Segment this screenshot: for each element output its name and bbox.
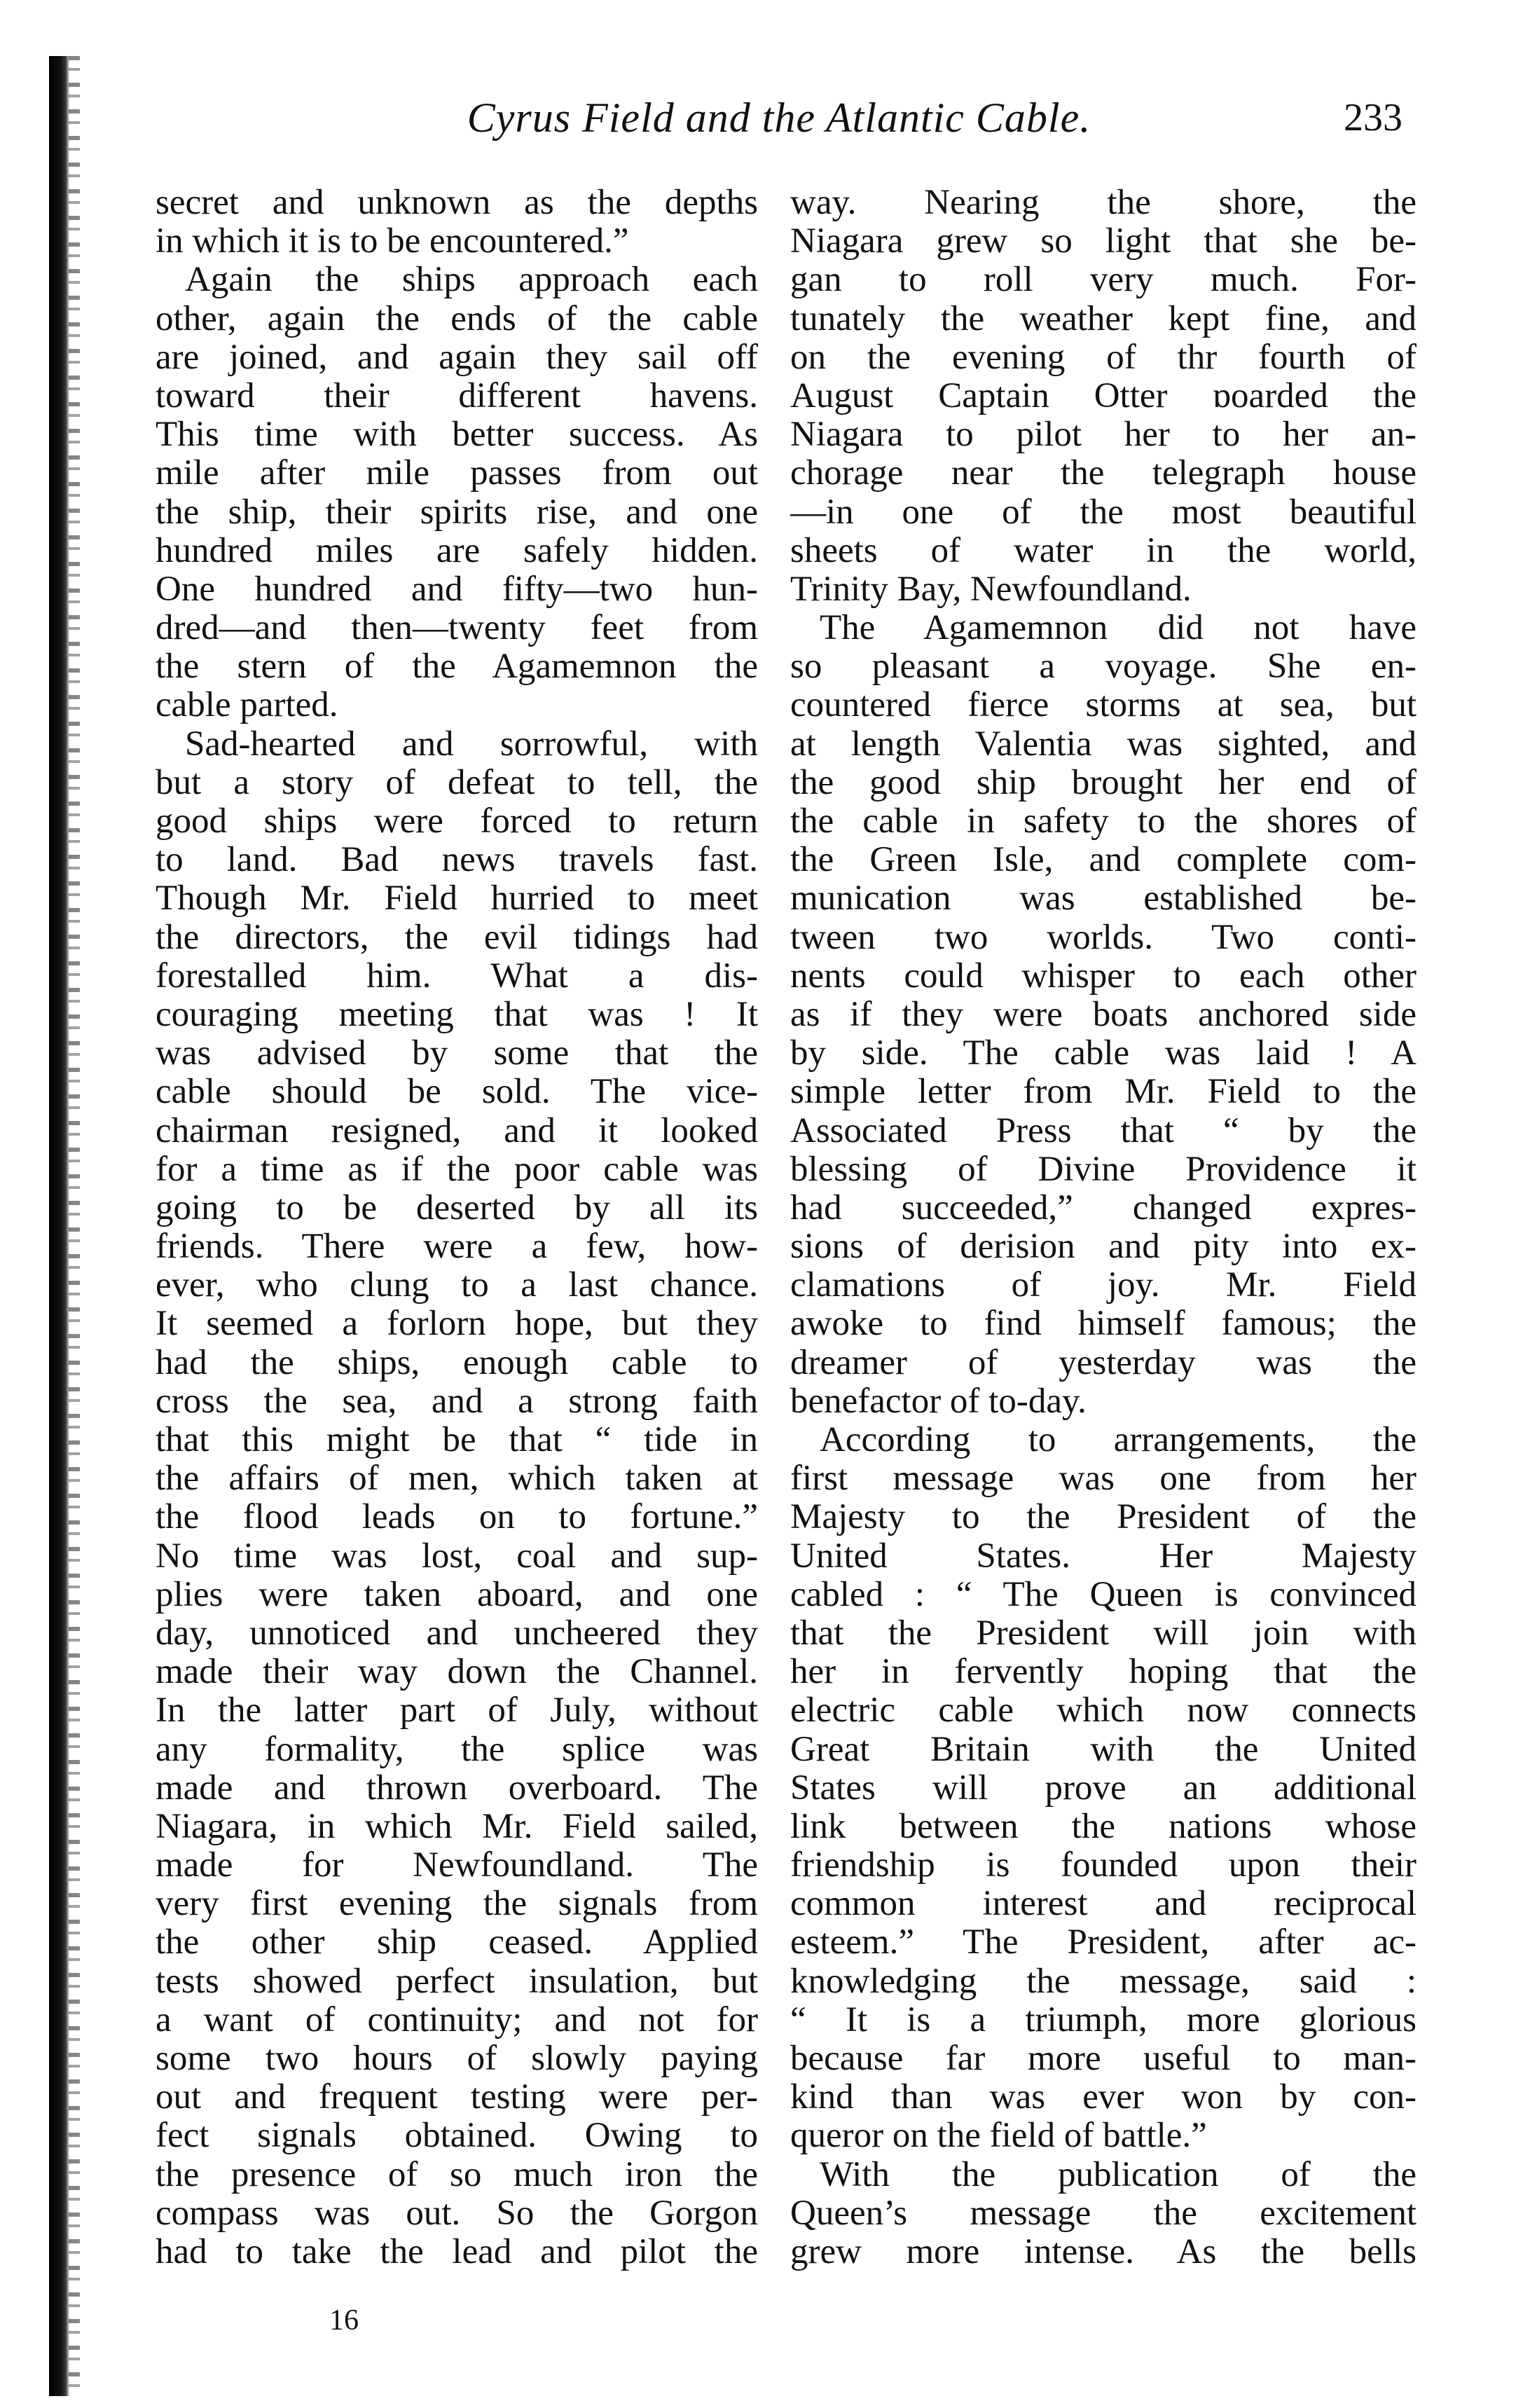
page-header (156, 90, 1402, 146)
text-line: was advised by some that the (156, 1034, 758, 1073)
text-line: countered fierce storms at sea, but (790, 686, 1417, 725)
text-line: According to arrangements, the (820, 1421, 1417, 1459)
text-line: out and frequent testing were per- (156, 2078, 758, 2117)
text-line: fect signals obtained. Owing to (156, 2117, 758, 2156)
text-line: in which it is to be encountered.” (156, 222, 629, 261)
text-line: No time was lost, coal and sup- (156, 1536, 758, 1576)
text-line: had to take the lead and pilot the (156, 2232, 758, 2271)
text-line: tween two worlds. Two conti- (790, 918, 1417, 957)
text-line: as if they were boats anchored side (790, 995, 1417, 1034)
text-line: link between the nations whose (790, 1807, 1417, 1846)
text-line: the Green Isle, and complete com- (790, 841, 1417, 880)
text-line: dreamer of yesterday was the (790, 1343, 1417, 1382)
text-line: The Agamemnon did not have (820, 609, 1417, 648)
text-line: Again the ships approach each (185, 261, 758, 300)
text-line: mile after mile passes from out (156, 454, 758, 493)
text-line: made their way down the Channel. (156, 1653, 758, 1692)
text-line: that the President will join with (790, 1614, 1417, 1653)
text-line: other, again the ends of the cable (156, 299, 758, 338)
text-line: are joined, and again they sail off (156, 338, 758, 377)
text-line: United States. Her Majesty (790, 1536, 1417, 1576)
text-line: grew more intense. As the bells (790, 2232, 1417, 2271)
text-line: gan to roll very much. For- (790, 261, 1417, 300)
text-line: Though Mr. Field hurried to meet (156, 879, 758, 919)
text-line: compass was out. So the Gorgon (156, 2194, 758, 2233)
text-line: the affairs of men, which taken at (156, 1459, 758, 1499)
text-line: toward their different havens. (156, 376, 758, 415)
text-line: One hundred and fifty—two hun- (156, 570, 758, 609)
text-line: electric cable which now connects (790, 1691, 1417, 1731)
text-line: It seemed a forlorn hope, but they (156, 1305, 758, 1344)
text-line: the good ship brought her end of (790, 763, 1417, 802)
text-line: plies were taken aboard, and one (156, 1575, 758, 1614)
text-line: going to be deserted by all its (156, 1188, 758, 1227)
text-line: —in one of the most beautiful (790, 493, 1417, 532)
text-line: to land. Bad news travels fast. (156, 841, 758, 880)
text-line: hundred miles are safely hidden. (156, 531, 758, 570)
text-line: so pleasant a voyage. She en- (790, 647, 1417, 687)
text-line: sheets of water in the world, (790, 531, 1417, 570)
text-line: queror on the field of battle.” (790, 2117, 1207, 2156)
text-line: sions of derision and pity into ex- (790, 1227, 1417, 1267)
text-line: tunately the weather kept fine, and (790, 299, 1417, 338)
text-line: chairman resigned, and it looked (156, 1111, 758, 1150)
text-line: tests showed perfect insulation, but (156, 1962, 758, 2001)
text-line: the directors, the evil tidings had (156, 918, 758, 957)
text-line: any formality, the splice was (156, 1730, 758, 1769)
text-line: couraging meeting that was ! It (156, 995, 758, 1034)
text-line: awoke to find himself famous; the (790, 1305, 1417, 1344)
text-line: nents could whisper to each other (790, 956, 1417, 996)
text-line: the stern of the Agamemnon the (156, 647, 758, 687)
text-line: common interest and reciprocal (790, 1885, 1417, 1924)
text-line: very first evening the signals from (156, 1885, 758, 1924)
text-line: esteem.” The President, after ac- (790, 1923, 1417, 1962)
text-line: Trinity Bay, Newfoundland. (790, 570, 1192, 609)
running-title: Cyrus Field and the Atlantic Cable. (467, 95, 1091, 141)
text-line: friends. There were a few, how- (156, 1227, 758, 1267)
text-line: for a time as if the poor cable was (156, 1150, 758, 1189)
text-line: Niagara, in which Mr. Field sailed, (156, 1807, 758, 1846)
book-spine-shadow (49, 56, 70, 2396)
text-line: on the evening of thr fourth of (790, 338, 1417, 377)
text-line: States will prove an additional (790, 1768, 1417, 1808)
text-line: August Captain Otter ɒoarded the (790, 376, 1417, 415)
text-line: “ It is a triumph, more glorious (790, 2000, 1417, 2039)
text-line: cable should be sold. The vice- (156, 1073, 758, 1112)
text-line: at length Valentia was sighted, and (790, 724, 1417, 764)
text-line: made and thrown overboard. The (156, 1768, 758, 1808)
text-line: cross the sea, and a strong faith (156, 1382, 758, 1421)
text-line: first message was one from her (790, 1459, 1417, 1499)
text-line: This time with better success. As (156, 415, 758, 455)
text-line: the flood leads on to fortune.” (156, 1498, 758, 1537)
text-line: Majesty to the President of the (790, 1498, 1417, 1537)
text-line: day, unnoticed and uncheered they (156, 1614, 758, 1653)
text-line: knowledging the message, said : (790, 1962, 1417, 2001)
text-line: the cable in safety to the shores of (790, 802, 1417, 841)
text-line: friendship is founded upon their (790, 1846, 1417, 1885)
text-line: that this might be that “ tide in (156, 1421, 758, 1459)
text-line: clamations of joy. Mr. Field (790, 1266, 1417, 1305)
text-line: Niagara to pilot her to her an- (790, 415, 1417, 455)
spine-edge-texture (69, 56, 80, 2396)
text-line: blessing of Divine Providence it (790, 1150, 1417, 1189)
right-text-column (790, 184, 1417, 2271)
text-line: but a story of defeat to tell, the (156, 763, 758, 802)
text-line: cabled : “ The Queen is convinced (790, 1575, 1417, 1614)
text-line: good ships were forced to return (156, 802, 758, 841)
left-text-column (156, 184, 758, 2271)
text-line: With the publication of the (820, 2155, 1417, 2194)
text-line: Associated Press that “ by the (790, 1111, 1417, 1150)
text-line: some two hours of slowly paying (156, 2039, 758, 2078)
text-line: In the latter part of July, without (156, 1691, 758, 1731)
text-line: kind than was ever won by con- (790, 2078, 1417, 2117)
text-line: munication was established be- (790, 879, 1417, 919)
text-line: simple letter from Mr. Field to the (790, 1073, 1417, 1112)
text-line: dred—and then—twenty feet from (156, 609, 758, 648)
text-line: Great Britain with the United (790, 1730, 1417, 1769)
text-line: the presence of so much iron the (156, 2155, 758, 2194)
text-line: benefactor of to-day. (790, 1382, 1087, 1421)
text-line: because far more useful to man- (790, 2039, 1417, 2078)
page-number: 233 (1344, 96, 1402, 139)
text-line: made for Newfoundland. The (156, 1846, 758, 1885)
text-line: Queen’s message the excitement (790, 2194, 1417, 2233)
text-line: by side. The cable was laid ! A (790, 1034, 1417, 1073)
signature-mark: 16 (329, 2304, 359, 2337)
text-line: way. Nearing the shore, the (790, 184, 1417, 222)
text-line: cable parted. (156, 686, 338, 725)
text-line: a want of continuity; and not for (156, 2000, 758, 2039)
text-line: Niagara grew so light that she be- (790, 222, 1417, 261)
text-line: her in fervently hoping that the (790, 1653, 1417, 1692)
text-line: Sad-hearted and sorrowful, with (185, 724, 758, 764)
text-line: forestalled him. What a dis- (156, 956, 758, 996)
text-line: the ship, their spirits rise, and one (156, 493, 758, 532)
text-line: had succeeded,” changed expres- (790, 1188, 1417, 1227)
text-line: had the ships, enough cable to (156, 1343, 758, 1382)
text-line: ever, who clung to a last chance. (156, 1266, 758, 1305)
text-line: the other ship ceased. Applied (156, 1923, 758, 1962)
text-line: secret and unknown as the depths (156, 184, 758, 222)
text-line: chorage near the telegraph house (790, 454, 1417, 493)
